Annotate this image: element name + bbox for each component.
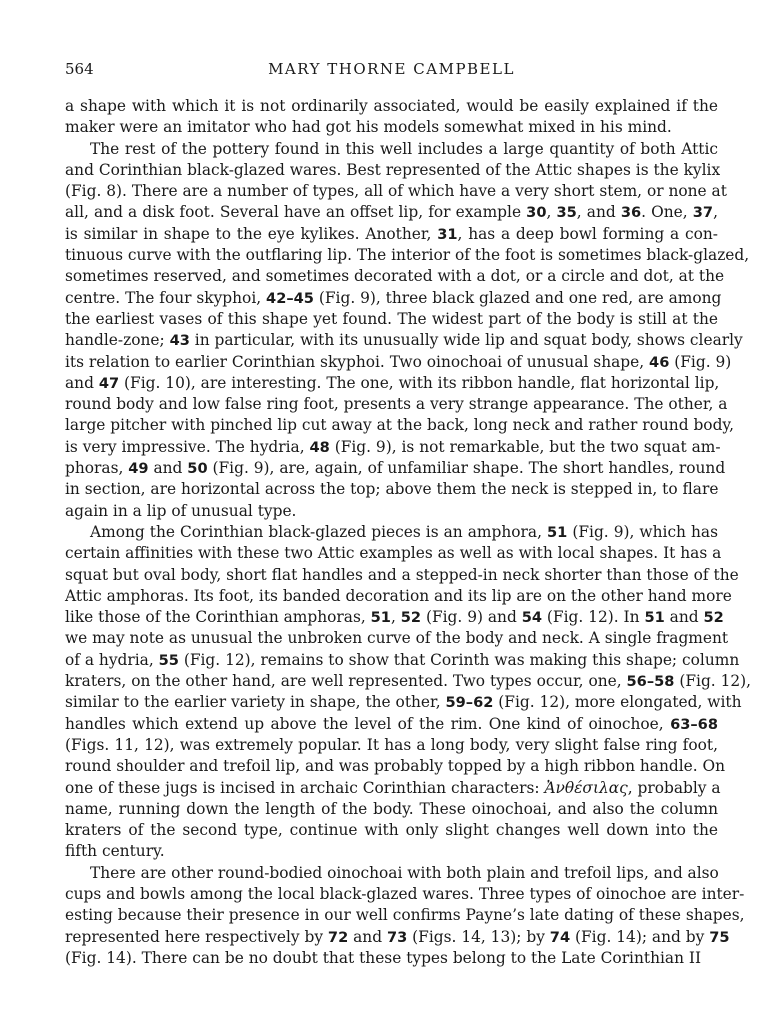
text-run: phoras, — [65, 459, 129, 478]
catalogue-number: 63–68 — [670, 715, 718, 733]
text-run: in particular, with its unusually wide lip and squat body, shows clearly — [189, 331, 743, 350]
text-run: is similar in shape to the eye kylikes. Another, — [65, 224, 438, 243]
page-header — [65, 60, 718, 82]
text-run: , — [390, 608, 401, 627]
catalogue-number: 46 — [649, 353, 670, 371]
paragraph — [65, 522, 752, 863]
text-run: esting because their presence in our well confirms Payne’s late dating of these shapes, — [65, 906, 745, 925]
text-run: we may note as unusual the unbroken curve of the body and neck. A single fragment — [65, 629, 729, 648]
text-run: and Corinthian black-glazed wares. Best represented of the Attic shapes is the kylix — [65, 160, 721, 179]
catalogue-number: 31 — [437, 225, 458, 243]
text-run: of a hydria, — [65, 650, 159, 669]
text-run: (Fig. 8). There are a number of types, all of which have a very short stem, or none at — [65, 182, 727, 201]
text-run: (Fig. 12), — [674, 672, 752, 691]
text-line — [65, 373, 718, 394]
text-run: , and — [576, 203, 621, 222]
text-run: name, running down the length of the body. These oinochoai, and also the column — [65, 799, 718, 818]
text-run: in section, are horizontal across the top; above them the neck is stepped in, to flare — [65, 480, 719, 499]
text-run: again in a lip of unusual type. — [65, 501, 297, 520]
text-run: large pitcher with pinched lip cut away at the back, long neck and rather round body, — [65, 416, 734, 435]
text-run: all, and a disk foot. Several have an offset lip, for example — [65, 203, 527, 222]
text-run: and — [65, 373, 99, 392]
text-run: (Fig. 9) — [669, 352, 732, 371]
text-run: similar to the earlier variety in shape, the other, — [65, 693, 446, 712]
catalogue-number: 36 — [620, 204, 642, 222]
text-line — [65, 522, 718, 543]
text-run: There are other round-bodied oinochoai with both plain and trefoil lips, and also — [90, 863, 719, 882]
text-run: The rest of the pottery found in this well includes a large quantity of both Attic — [90, 139, 718, 158]
text-line — [65, 415, 734, 436]
catalogue-number: 48 — [309, 438, 330, 456]
text-line — [65, 586, 732, 607]
text-run: represented here respectively by — [65, 927, 328, 946]
text-run: (Fig. 10), are interesting. The one, with its ribbon handle, flat horizontal lip, — [119, 373, 720, 392]
text-run: (Figs. 14, 13); by — [407, 927, 550, 946]
text-run: squat but oval body, short flat handles and a stepped-in neck shorter than those of the — [65, 565, 739, 584]
text-run: . One, — [641, 203, 693, 222]
text-line — [65, 905, 745, 926]
text-run: (Figs. 11, 12), was extremely popular. It has a long body, very slight false ring foot, — [65, 735, 718, 754]
text-run: handle-zone; — [65, 331, 170, 350]
text-run: (Fig. 9), is not remarkable, but the two squat am- — [329, 437, 721, 456]
text-run: (Fig. 14). There can be no doubt that these types belong to the Late Corinthian II — [65, 948, 702, 967]
text-run: , — [713, 203, 718, 222]
text-line — [65, 628, 729, 649]
text-line — [65, 778, 721, 799]
text-line — [65, 948, 718, 969]
text-line — [65, 692, 742, 713]
paragraph — [65, 863, 745, 969]
text-line — [65, 288, 722, 309]
text-run: certain affinities with these two Attic examples as well as with local shapes. It has a — [65, 544, 722, 563]
text-line — [65, 160, 721, 181]
text-line — [65, 863, 718, 884]
paragraph — [65, 96, 718, 139]
catalogue-number: 52 — [400, 609, 422, 627]
text-run: , has a deep bowl forming a con- — [457, 224, 718, 243]
catalogue-number: 73 — [386, 928, 408, 946]
catalogue-number: 74 — [549, 928, 571, 946]
text-line — [65, 501, 718, 522]
text-run: and — [664, 608, 704, 627]
text-line — [65, 437, 721, 458]
text-run: a shape with which it is not ordinarily associated, would be easily explained if the — [65, 97, 718, 115]
text-line — [65, 479, 718, 500]
text-line — [65, 181, 727, 202]
catalogue-number: 43 — [169, 332, 190, 350]
text-run: like those of the Corinthian amphoras, — [65, 608, 371, 627]
catalogue-number: 75 — [709, 928, 730, 946]
text-line — [65, 927, 730, 948]
text-run: kraters, on the other hand, are well represented. Two types occur, one, — [65, 672, 627, 691]
greek-inscription: Ἀνθέσιλας — [544, 778, 628, 797]
text-line — [65, 714, 718, 735]
text-run: cups and bowls among the local black-glazed wares. Three types of oinochoe are inter- — [65, 884, 745, 903]
text-line — [65, 330, 743, 351]
text-line — [65, 543, 722, 564]
text-run: (Fig. 14); and by — [570, 927, 710, 946]
text-run: round body and low false ring foot, presents a very strange appearance. The other, a — [65, 395, 728, 414]
catalogue-number: 51 — [644, 609, 665, 627]
catalogue-number: 52 — [703, 609, 724, 627]
text-line — [65, 820, 718, 841]
text-run: (Fig. 9), are, again, of unfamiliar shape. The short handles, round — [207, 459, 726, 478]
text-run: kraters of the second type, continue with only slight changes well down into the — [65, 821, 718, 840]
catalogue-number: 54 — [521, 609, 543, 627]
catalogue-number: 56–58 — [626, 673, 675, 691]
catalogue-number: 30 — [526, 204, 547, 222]
text-line — [65, 139, 718, 160]
catalogue-number: 35 — [556, 204, 577, 222]
body-text — [65, 96, 752, 969]
text-line — [65, 394, 728, 415]
text-run: sometimes reserved, and sometimes decorated with a dot, or a circle and dot, at the — [65, 267, 725, 286]
text-run: the earliest vases of this shape yet found. The widest part of the body is still at the — [65, 309, 718, 328]
text-run: round shoulder and trefoil lip, and was probably topped by a high ribbon handle. On — [65, 757, 726, 776]
text-line — [65, 309, 718, 330]
catalogue-number: 49 — [128, 460, 149, 478]
text-run: fifth century. — [65, 842, 165, 861]
text-run: (Fig. 12), more elongated, with — [493, 693, 742, 712]
text-line — [65, 352, 732, 373]
text-line — [65, 245, 750, 266]
text-run: its relation to earlier Corinthian skyphoi. Two oinochoai of unusual shape, — [65, 352, 650, 371]
catalogue-number: 42–45 — [266, 289, 314, 307]
text-line — [65, 607, 724, 628]
text-run: Attic amphoras. Its foot, its banded decoration and its lip are on the other hand more — [65, 586, 732, 605]
text-line — [65, 841, 718, 862]
text-run: (Fig. 9), which has — [567, 522, 718, 541]
text-line — [65, 266, 725, 287]
catalogue-number: 55 — [158, 651, 179, 669]
catalogue-number: 37 — [692, 204, 714, 222]
text-run: (Fig. 12), remains to show that Corinth was making this shape; column — [178, 650, 740, 669]
catalogue-number: 47 — [98, 374, 120, 392]
text-run: and — [348, 927, 387, 946]
catalogue-number: 51 — [370, 609, 391, 627]
text-line — [65, 224, 718, 245]
text-run: , probably a — [627, 778, 721, 797]
text-line — [65, 96, 718, 117]
text-line — [65, 884, 745, 905]
text-line — [65, 799, 718, 820]
text-line — [65, 202, 718, 223]
text-line — [65, 650, 740, 671]
paragraph — [65, 139, 750, 522]
text-run: (Fig. 9) and — [421, 608, 522, 627]
text-line — [65, 117, 718, 138]
text-line — [65, 458, 726, 479]
text-run: (Fig. 12). In — [542, 608, 645, 627]
text-run: is very impressive. The hydria, — [65, 437, 310, 456]
text-run: maker were an imitator who had got his models somewhat mixed in his mind. — [65, 118, 672, 137]
text-run: (Fig. 9), three black glazed and one red, are among — [313, 288, 722, 307]
text-run: , — [546, 203, 557, 222]
catalogue-number: 51 — [547, 523, 568, 541]
text-line — [65, 735, 718, 756]
catalogue-number: 59–62 — [445, 694, 494, 712]
text-run: handles which extend up above the level of the rim. One kind of oinochoe, — [65, 714, 671, 733]
text-line — [65, 671, 752, 692]
text-run: and — [148, 459, 188, 478]
text-run: tinuous curve with the outflaring lip. The interior of the foot is sometimes black-glazed, — [65, 246, 750, 265]
text-run: one of these jugs is incised in archaic Corinthian characters: — [65, 778, 545, 797]
text-line — [65, 565, 739, 586]
text-line — [65, 756, 726, 777]
text-run: Among the Corinthian black-glazed pieces is an amphora, — [90, 522, 547, 541]
catalogue-number: 72 — [327, 928, 349, 946]
running-title: MARY THORNE CAMPBELL — [268, 60, 515, 78]
page-number: 564 — [65, 60, 94, 78]
catalogue-number: 50 — [187, 460, 208, 478]
text-run: centre. The four skyphoi, — [65, 288, 267, 307]
